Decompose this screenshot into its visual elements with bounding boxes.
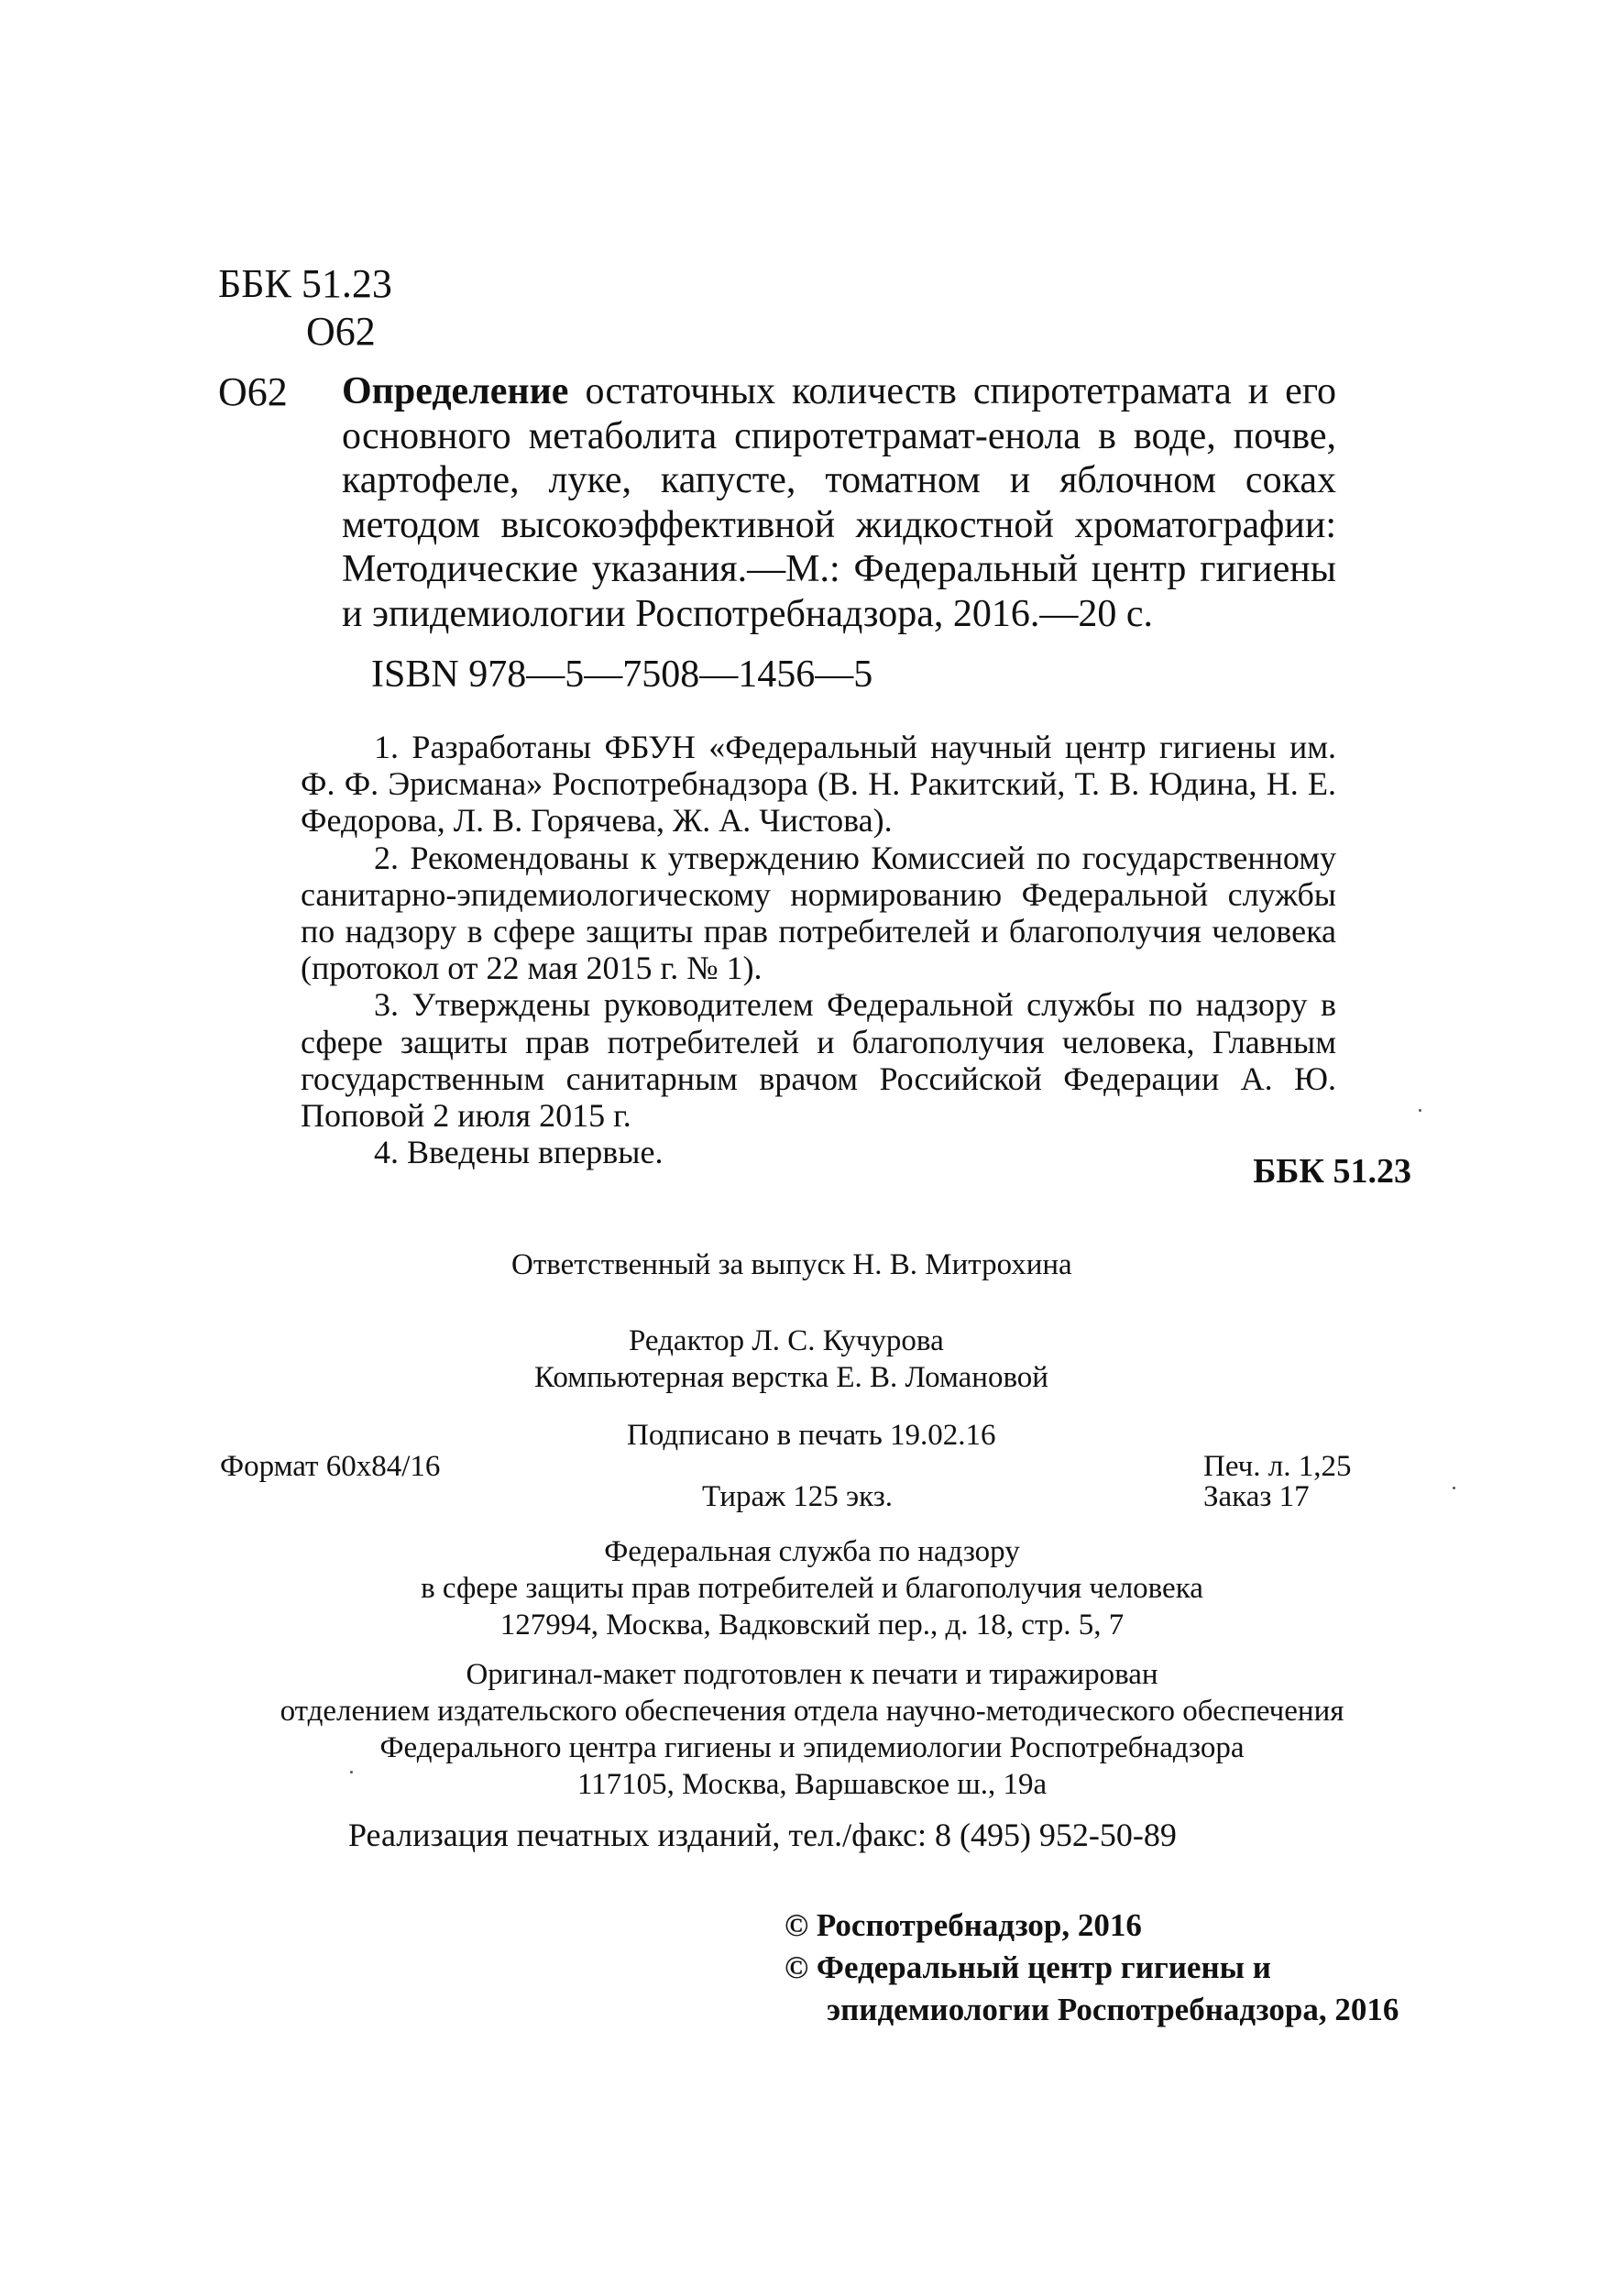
author-mark-header: О62	[306, 309, 376, 354]
isbn: ISBN 978—5—7508—1456—5	[371, 653, 873, 696]
scan-speck	[1453, 1487, 1455, 1489]
original-layout-line: отделением издательского обеспечения отдела научно-методического обеспечения	[280, 1695, 1344, 1728]
original-layout-address: 117105, Москва, Варшавское ш., 19а	[576, 1768, 1048, 1801]
printed-sheets: Печ. л. 1,25	[1203, 1450, 1352, 1483]
bbk-classification-bottom: ББК 51.23	[1253, 1152, 1411, 1191]
note-introduced: 4. Введены впервые.	[374, 1134, 664, 1171]
signed-to-print: Подписано в печать 19.02.16	[627, 1419, 996, 1452]
responsible-person: Ответственный за выпуск Н. В. Митрохина	[511, 1248, 1072, 1281]
copyright-line: © Роспотребнадзор, 2016	[785, 1907, 1142, 1943]
original-layout-line: Оригинал-макет подготовлен к печати и тиражирован	[466, 1658, 1158, 1691]
publisher-line: Федеральная служба по надзору	[604, 1535, 1020, 1568]
copyright-block	[785, 1905, 1399, 2031]
bibliographic-description	[342, 369, 1336, 636]
publisher-block	[0, 1533, 1624, 1643]
paper-format: Формат 60x84/16	[220, 1450, 441, 1483]
original-layout-line: Федерального центра гигиены и эпидемиологии Роспотребнадзора	[379, 1731, 1245, 1764]
editor: Редактор Л. С. Кучурова	[629, 1324, 944, 1357]
bbk-classification: ББК 51.23	[218, 261, 392, 306]
description-text: остаточных количеств спиротетрамата и его основного метаболита спиротетрамат-енола в воде, почве, картофеле, луке, капусте, томатном и яблочном соках методом высокоэффективной жидкостной хроматографии: Методические указания.—М.: Федеральный центр гигиены и эпидемиологии Роспотребнадзора, 2016.—20 с.	[342, 370, 1336, 635]
title-word: Определение	[342, 370, 569, 412]
author-mark-entry: О62	[218, 369, 288, 414]
copyright-line: эпидемиологии Роспотребнадзора, 2016	[827, 1992, 1399, 2027]
note-recommended: 2. Рекомендованы к утверждению Комиссией по государственному санитарно-эпидемиологическому нормированию Федеральной службы по надзору в сфере защиты прав потребителей и благополучия человека (протокол от 22 мая 2015 г. № 1).	[301, 839, 1336, 987]
sales-contact: Реализация печатных изданий, тел./факс: 8 (495) 952-50-89	[348, 1817, 1177, 1853]
approval-notes	[301, 729, 1336, 1170]
scan-speck	[1419, 1109, 1421, 1112]
note-approved: 3. Утверждены руководителем Федеральной службы по надзору в сфере защиты прав потребителей и благополучия человека, Главным государственным санитарным врачом Российской Федерации А. Ю. Поповой 2 июля 2015 г.	[301, 986, 1336, 1135]
note-developed: 1. Разработаны ФБУН «Федеральный научный центр гигиены им. Ф. Ф. Эрисмана» Роспотребнадзора (В. Н. Ракитский, Т. В. Юдина, Н. Е. Федорова, Л. В. Горячева, Ж. А. Чистова).	[301, 729, 1336, 840]
copyright-line: © Федеральный центр гигиены и	[785, 1949, 1271, 1985]
scan-speck	[350, 1771, 353, 1773]
layout-credit: Компьютерная верстка Е. В. Ломановой	[534, 1361, 1048, 1394]
print-run: Тираж 125 экз.	[702, 1480, 893, 1513]
publisher-line: в сфере защиты прав потребителей и благополучия человека	[421, 1572, 1203, 1605]
order-number: Заказ 17	[1203, 1480, 1310, 1513]
original-layout-block	[0, 1656, 1624, 1803]
publisher-address: 127994, Москва, Вадковский пер., д. 18, стр. 5, 7	[499, 1609, 1125, 1642]
